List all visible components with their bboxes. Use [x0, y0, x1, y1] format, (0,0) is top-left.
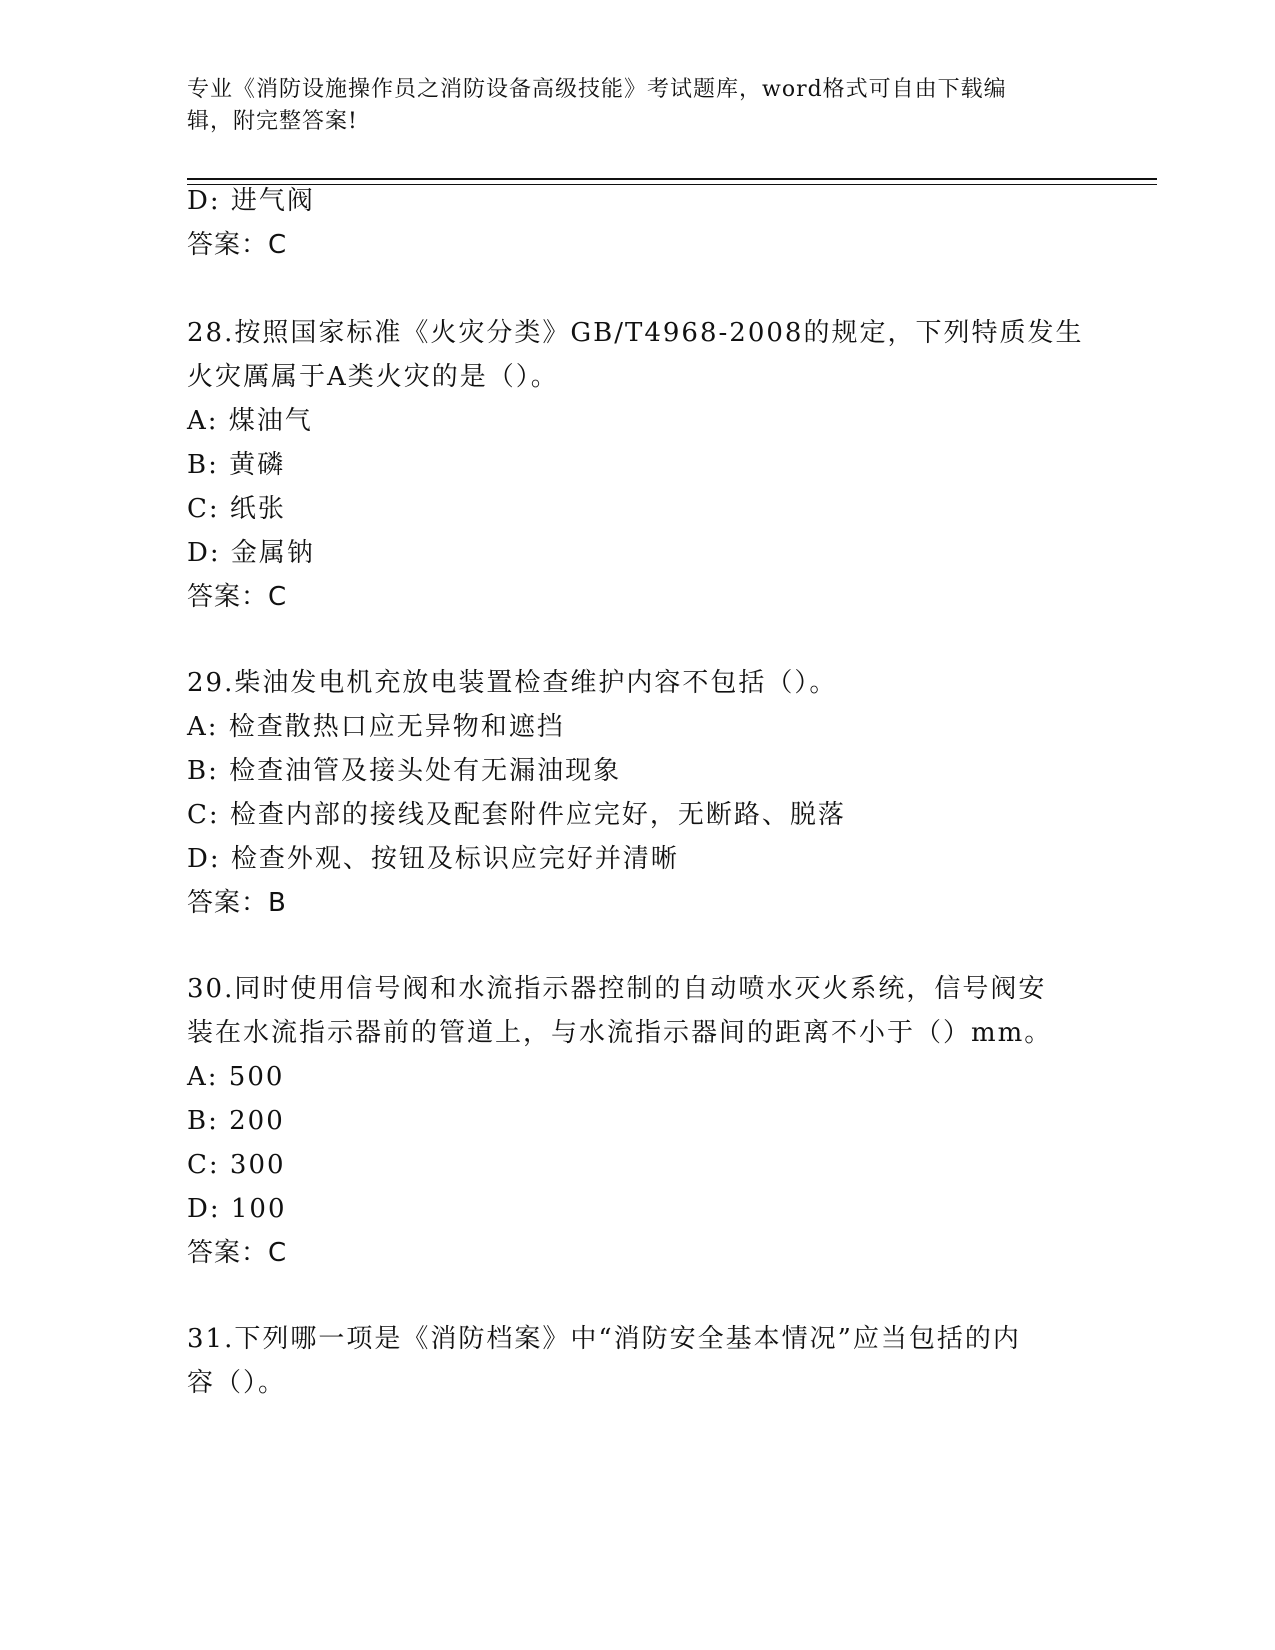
question-30-answer: 答案：C: [187, 1238, 288, 1268]
question-28-option-b: B: 黄磷: [187, 450, 286, 480]
question-30-stem-line-2: 装在水流指示器前的管道上，与水流指示器间的距离不小于（）mm。: [187, 1018, 1053, 1048]
question-30-option-c: C: 300: [187, 1150, 286, 1180]
question-29-option-a: A: 检查散热口应无异物和遮挡: [187, 712, 565, 742]
header-divider-thick: [187, 178, 1157, 180]
header-line-2: 辑，附完整答案!: [187, 109, 358, 134]
header-line-1: 专业《消防设施操作员之消防设备高级技能》考试题库，word格式可自由下载编: [187, 77, 1007, 102]
question-28-stem-line-2: 火灾厲属于A类火灾的是（）。: [187, 362, 559, 392]
answer: 答案：C: [187, 230, 288, 260]
question-31-stem-line-2: 容（）。: [187, 1368, 287, 1398]
option-d: D: 进气阀: [187, 186, 315, 216]
question-30-stem-line-1: 30.同时使用信号阀和水流指示器控制的自动喷水灭火系统，信号阀安: [187, 974, 1047, 1004]
question-30-option-d: D: 100: [187, 1194, 287, 1224]
question-29-answer: 答案：B: [187, 888, 287, 918]
question-31-stem-line-1: 31.下列哪一项是《消防档案》中“消防安全基本情况”应当包括的内: [187, 1324, 1021, 1354]
question-28-stem-line-1: 28.按照国家标准《火灾分类》GB/T4968-2008的规定，下列特质发生: [187, 318, 1084, 348]
question-29-option-d: D: 检查外观、按钮及标识应完好并清晰: [187, 844, 679, 874]
question-30-option-b: B: 200: [187, 1106, 285, 1136]
document-header: [187, 74, 1077, 138]
question-30-option-a: A: 500: [187, 1062, 285, 1092]
header-divider-thin: [187, 184, 1157, 185]
question-28-option-c: C: 纸张: [187, 494, 286, 524]
question-29-stem-line-1: 29.柴油发电机充放电装置检查维护内容不包括（）。: [187, 668, 838, 698]
question-29-option-c: C: 检查内部的接线及配套附件应完好，无断路、脱落: [187, 800, 846, 830]
question-28-option-a: A: 煤油气: [187, 406, 313, 436]
question-29-option-b: B: 检查油管及接头处有无漏油现象: [187, 756, 622, 786]
question-28-option-d: D: 金属钠: [187, 538, 315, 568]
question-28-answer: 答案：C: [187, 582, 288, 612]
